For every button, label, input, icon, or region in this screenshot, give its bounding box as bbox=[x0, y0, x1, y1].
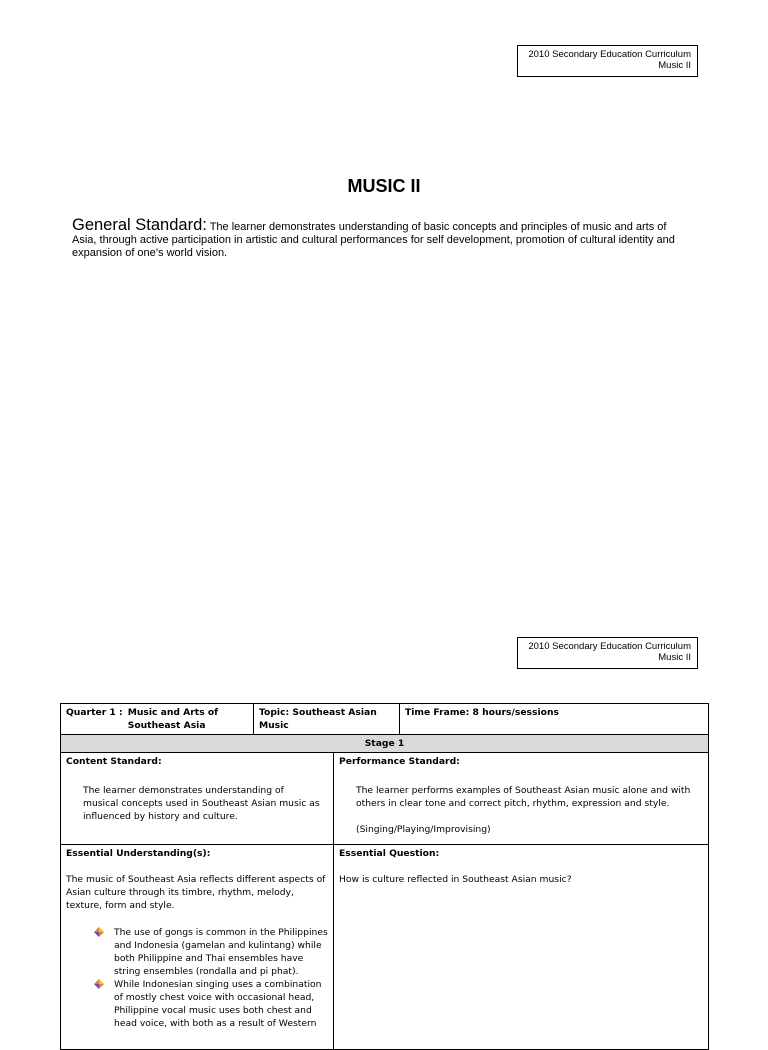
stage-heading: Stage 1 bbox=[61, 735, 709, 753]
general-standard bbox=[72, 216, 692, 260]
general-standard-colon: : bbox=[202, 216, 207, 234]
general-standard-text: The learner demonstrates understanding of basic concepts and principles of music and arts of Asia, through active participation in artistic and cultural performances for self development, promotion of cultural identity and expansion of one’s world vision. bbox=[72, 221, 675, 259]
general-standard-label: General Standard bbox=[72, 216, 203, 234]
performance-standard-note: (Singing/Playing/Improvising) bbox=[356, 824, 491, 835]
quarter-value: Music and Arts of Southeast Asia bbox=[127, 707, 219, 731]
bullet-text: The use of gongs is common in the Philippines and Indonesia (gamelan and kulintang) while both Philippine and Thai ensembles have string ensembles (rondalla and pi phat). bbox=[114, 927, 328, 977]
content-standard-text: The learner demonstrates understanding of musical concepts used in Southeast Asian music as influenced by history and culture. bbox=[83, 785, 320, 822]
essential-question-text: How is culture reflected in Southeast Asian music? bbox=[339, 874, 572, 885]
header-line-2: Music II bbox=[658, 60, 691, 71]
page-title: MUSIC II bbox=[347, 176, 421, 196]
header-line-2: Music II bbox=[658, 652, 691, 663]
list-item bbox=[94, 978, 328, 1030]
list-item bbox=[94, 926, 328, 978]
curriculum-header-box-2 bbox=[517, 637, 698, 669]
time-frame-cell: Time Frame: 8 hours/sessions bbox=[400, 704, 709, 735]
diamond-bullet-icon bbox=[94, 927, 104, 937]
quarter-label: Quarter 1 : bbox=[66, 707, 123, 718]
content-standard-cell bbox=[61, 753, 334, 845]
essential-question-heading: Essential Question: bbox=[339, 848, 440, 859]
quarter-cell bbox=[61, 704, 254, 735]
essential-understanding-heading: Essential Understanding(s): bbox=[66, 848, 211, 859]
table-row bbox=[61, 845, 709, 1050]
topic-cell: Topic: Southeast Asian Music bbox=[254, 704, 400, 735]
performance-standard-cell bbox=[334, 753, 709, 845]
performance-standard-text: The learner performs examples of Southeast Asian music alone and with others in clear tone and correct pitch, rhythm, expression and style. bbox=[356, 785, 691, 809]
diamond-bullet-icon bbox=[94, 979, 104, 989]
table-row bbox=[61, 735, 709, 753]
table-row bbox=[61, 704, 709, 735]
content-standard-heading: Content Standard: bbox=[66, 756, 162, 767]
header-line-1: 2010 Secondary Education Curriculum bbox=[528, 641, 691, 652]
curriculum-header-box-1 bbox=[517, 45, 698, 77]
essential-understanding-cell bbox=[61, 845, 334, 1050]
understanding-bullet-list bbox=[94, 926, 328, 1030]
header-line-1: 2010 Secondary Education Curriculum bbox=[528, 49, 691, 60]
performance-standard-heading: Performance Standard: bbox=[339, 756, 460, 767]
table-row bbox=[61, 753, 709, 845]
bullet-text: While Indonesian singing uses a combination of mostly chest voice with occasional head, Philippine vocal music uses both chest and head voice, with both as a result of Western bbox=[114, 979, 322, 1029]
essential-understanding-text: The music of Southeast Asia reflects different aspects of Asian culture through its timbre, rhythm, melody, texture, form and style. bbox=[66, 874, 326, 911]
curriculum-table bbox=[60, 703, 709, 1050]
essential-question-cell bbox=[334, 845, 709, 1050]
